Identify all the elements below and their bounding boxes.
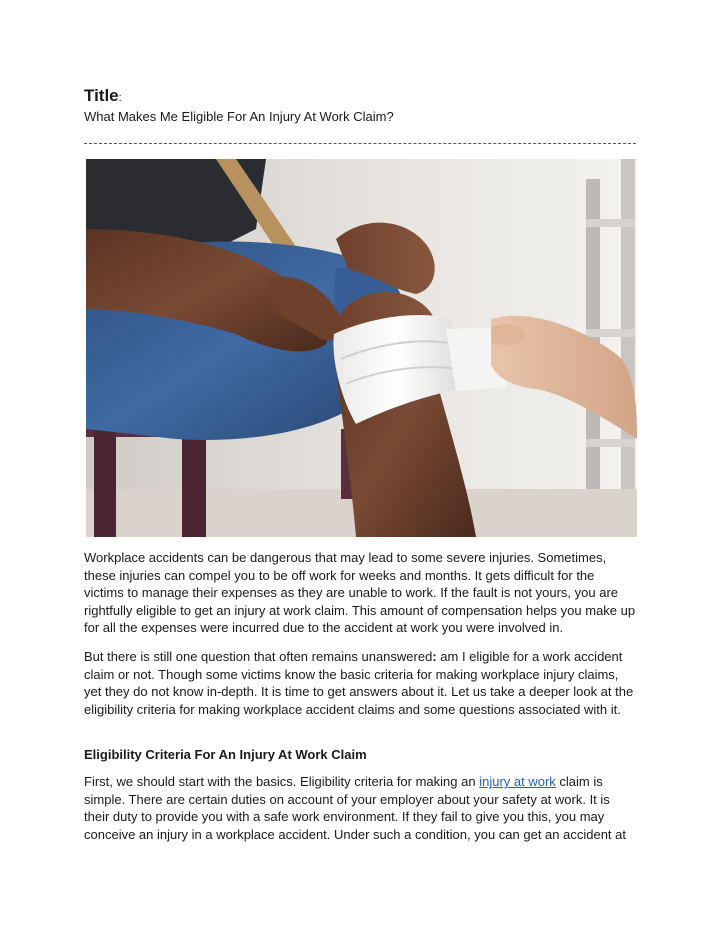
dashed-divider [84, 143, 636, 144]
paragraph-criteria-part1: First, we should start with the basics. Eligibility criteria for making an [84, 774, 480, 789]
paragraph-question-part1: But there is still one question that often remains unanswered [84, 649, 433, 664]
title-label-row [84, 86, 122, 108]
paragraph-question-part2: am I eligible for a work accident claim or not. Though some victims know the basic criteria for making workplace injury claims, yet they do not know in-depth. It is time to get answers about it. Let us take a deeper look at the eligibility criteria for making workplace accident claims and some questions associated with it. [84, 649, 634, 717]
paragraph-criteria-part2: claim is simple. There are certain duties on account of your employer about your safety at work. It is their duty to provide you with a safe work environment. If they fail to give you this, you may conceive an injury in a workplace accident. Under such a condition, you can get an accident at [84, 774, 626, 842]
title-colon: : [118, 92, 122, 104]
title-label: Title [84, 86, 119, 105]
injury-at-work-link[interactable]: injury at work [479, 774, 556, 789]
paragraph-question [84, 648, 636, 718]
paragraph-criteria [84, 773, 636, 843]
photo-bandaging-knee [86, 159, 637, 537]
document-title: What Makes Me Eligible For An Injury At Work Claim? [84, 109, 394, 124]
paragraph-question-colon: : [432, 649, 437, 664]
paragraph-intro: Workplace accidents can be dangerous that may lead to some severe injuries. Sometimes, these injuries can compel you to be off work for weeks and months. It gets difficult for the victims to manage their expenses as they are unable to work. If the fault is not yours, you are rightfully eligible to get an injury at work claim. This amount of compensation helps you make up for all the expenses were incurred due to the accident at work you were involved in. [84, 550, 636, 635]
section-heading: Eligibility Criteria For An Injury At Work Claim [84, 747, 367, 762]
